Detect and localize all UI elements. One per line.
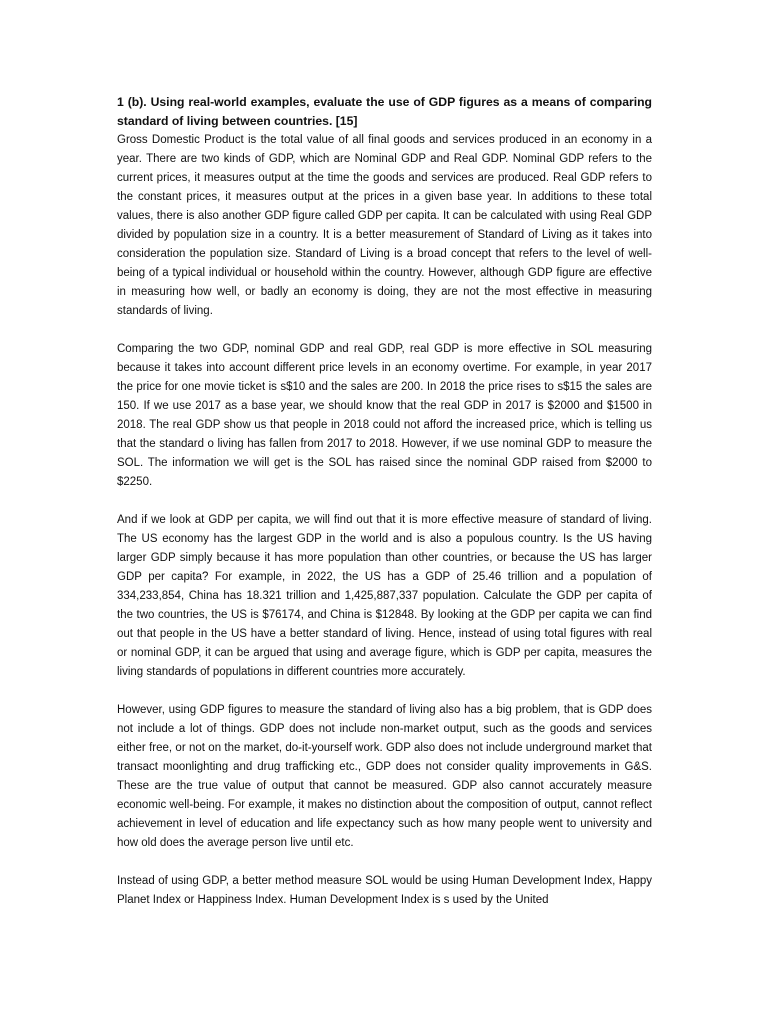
paragraph-gdp-per-capita: And if we look at GDP per capita, we will find out that it is more effective measure of standard of living. The US economy has the largest GDP in the world and is also a populous country. Is the US having larger GDP simply because it has more population than other countries, or because the US has larger GDP per capita? For example, in 2022, the US has a GDP of 25.46 trillion and a population of 334,233,854, China has 18.321 trillion and 1,425,887,337 population. Calculate the GDP per capita of the two countries, the US is $76174, and China is $12848. By looking at the GDP per capita we can find out that people in the US have a better standard of living. Hence, instead of using total figures with real or nominal GDP, it can be argued that using and average figure, which is GDP per capita, measures the living standards of populations in different countries more accurately.: [117, 514, 652, 678]
paragraph-gdp-limitations: However, using GDP figures to measure the standard of living also has a big problem, that is GDP does not include a lot of things. GDP does not include non-market output, such as the goods and services either free, or not on the market, do-it-yourself work. GDP also does not include underground market that transact moonlighting and drug trafficking etc., GDP does not consider quality improvements in G&S. These are the true value of output that cannot be measured. GDP also cannot accurately measure economic well-being. For example, it makes no distinction about the composition of output, cannot reflect achievement in level of education and life expectancy such as how many people went to university and how old does the average person live until etc.: [117, 704, 652, 849]
paragraph-alternative-indices: Instead of using GDP, a better method measure SOL would be using Human Development Index, Happy Planet Index or Happiness Index. Human Development Index is s used by the United: [117, 875, 652, 906]
question-heading: 1 (b). Using real-world examples, evaluate the use of GDP figures as a means of comparing standard of living between countries. [15]: [117, 95, 652, 128]
document-page: [117, 93, 652, 929]
paragraph-gdp-definition: Gross Domestic Product is the total value of all final goods and services produced in an economy in a year. There are two kinds of GDP, which are Nominal GDP and Real GDP. Nominal GDP refers to the current prices, it measures output at the time the goods and services are produced. Real GDP refers to the constant prices, it measures output at the prices in a given base year. In additions to these total values, there is also another GDP figure called GDP per capita. It can be calculated with using Real GDP divided by population size in a country. It is a better measurement of Standard of Living as it takes into consideration the population size. Standard of Living is a broad concept that refers to the level of well-being of a typical individual or household within the country. However, although GDP figure are effective in measuring how well, or badly an economy is doing, they are not the most effective in measuring standards of living.: [117, 134, 652, 317]
paragraph-nominal-vs-real: Comparing the two GDP, nominal GDP and real GDP, real GDP is more effective in SOL measuring because it takes into account different price levels in an economy overtime. For example, in year 2017 the price for one movie ticket is s$10 and the sales are 200. In 2018 the price rises to s$15 the sales are 150. If we use 2017 as a base year, we should know that the real GDP in 2017 is $2000 and $1500 in 2018. The real GDP show us that people in 2018 could not afford the increased price, which is telling us that the standard o living has fallen from 2017 to 2018. However, if we use nominal GDP to measure the SOL. The information we will get is the SOL has raised since the nominal GDP raised from $2000 to $2250.: [117, 343, 652, 488]
